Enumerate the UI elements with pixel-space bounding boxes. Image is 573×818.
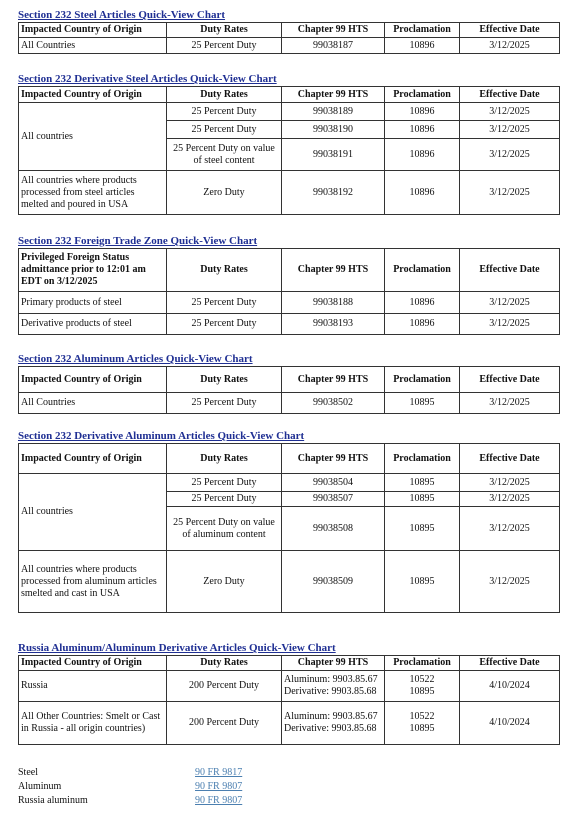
link-label: Russia aluminum [18, 795, 88, 806]
cell-rate: 25 Percent Duty [167, 314, 282, 335]
hts-derivative: Derivative: 9903.85.68 [284, 723, 377, 734]
cell-proclamation: 10896 [385, 171, 460, 215]
cell-rate: 25 Percent Duty [167, 492, 282, 507]
cell-rate: 25 Percent Duty [167, 474, 282, 492]
steel-articles-table [18, 22, 560, 54]
table-row [19, 314, 560, 335]
header-row [19, 444, 560, 474]
cell-country: All countries where products processed from steel articles melted and poured in USA [19, 171, 167, 215]
cell-date: 3/12/2025 [460, 121, 560, 139]
cell-date: 3/12/2025 [460, 314, 560, 335]
header-hts: Chapter 99 HTS [282, 23, 385, 38]
header-effective-date: Effective Date [460, 87, 560, 103]
aluminum-articles-table [18, 366, 560, 414]
cell-rate: 25 Percent Duty [167, 103, 282, 121]
cell-country: All countries [19, 103, 167, 171]
link-row-russia-aluminum [18, 794, 318, 808]
header-rates: Duty Rates [167, 367, 282, 393]
header-proclamation: Proclamation [385, 367, 460, 393]
header-country: Impacted Country of Origin [19, 23, 167, 38]
derivative-steel-table [18, 86, 560, 215]
header-proclamation: Proclamation [385, 656, 460, 671]
cell-proclamation: 10896 [385, 292, 460, 314]
header-row [19, 367, 560, 393]
header-row [19, 656, 560, 671]
cell-hts: 99038192 [282, 171, 385, 215]
cell-rate: Zero Duty [167, 551, 282, 613]
cell-hts: 99038193 [282, 314, 385, 335]
cell-proclamation: 10896 [385, 139, 460, 171]
cell-hts: 99038187 [282, 38, 385, 54]
cell-date: 3/12/2025 [460, 103, 560, 121]
cell-date: 3/12/2025 [460, 492, 560, 507]
cell-proclamation: 10895 [385, 393, 460, 414]
cell-country: All countries [19, 474, 167, 551]
link-label: Steel [18, 767, 38, 778]
cell-date: 3/12/2025 [460, 474, 560, 492]
cell-date: 3/12/2025 [460, 171, 560, 215]
table-row [19, 292, 560, 314]
table-row [19, 702, 560, 745]
header-country: Impacted Country of Origin [19, 367, 167, 393]
section-title: Russia Aluminum/Aluminum Derivative Articles Quick-View Chart [18, 642, 336, 654]
link-row-steel [18, 766, 318, 780]
cell-hts: 99038508 [282, 507, 385, 551]
header-ftz-status: Privileged Foreign Status admittance prior to 12:01 am EDT on 3/12/2025 [19, 249, 167, 292]
cell-hts: 99038507 [282, 492, 385, 507]
derivative-aluminum-table [18, 443, 560, 613]
cell-rate: 25 Percent Duty [167, 121, 282, 139]
header-rates: Duty Rates [167, 444, 282, 474]
table-row [19, 393, 560, 414]
cell-proclamation: 10895 [385, 551, 460, 613]
cell-rate: Zero Duty [167, 171, 282, 215]
fr-link[interactable]: 90 FR 9807 [195, 781, 243, 792]
cell-date: 3/12/2025 [460, 292, 560, 314]
federal-register-links [18, 766, 318, 808]
cell-date: 4/10/2024 [460, 702, 560, 745]
cell-hts [282, 702, 385, 745]
cell-proclamation [385, 671, 460, 702]
cell-hts: 99038504 [282, 474, 385, 492]
cell-hts: 99038502 [282, 393, 385, 414]
link-label: Aluminum [18, 781, 62, 792]
section-title: Section 232 Steel Articles Quick-View Chart [18, 9, 226, 21]
header-proclamation: Proclamation [385, 249, 460, 292]
header-rates: Duty Rates [167, 23, 282, 38]
cell-country: Derivative products of steel [19, 314, 167, 335]
link-row-aluminum [18, 780, 318, 794]
cell-date: 3/12/2025 [460, 393, 560, 414]
section-title: Section 232 Derivative Steel Articles Quick-View Chart [18, 73, 277, 85]
russia-aluminum-table [18, 655, 560, 745]
proclamation-1: 10522 [409, 711, 435, 722]
header-effective-date: Effective Date [460, 249, 560, 292]
cell-hts: 99038189 [282, 103, 385, 121]
proclamation-2: 10895 [409, 686, 435, 697]
cell-rate: 25 Percent Duty [167, 393, 282, 414]
cell-date: 3/12/2025 [460, 139, 560, 171]
header-hts: Chapter 99 HTS [282, 87, 385, 103]
header-hts: Chapter 99 HTS [282, 367, 385, 393]
cell-rate: 25 Percent Duty [167, 292, 282, 314]
cell-rate: 25 Percent Duty [167, 38, 282, 54]
header-country: Impacted Country of Origin [19, 87, 167, 103]
header-hts: Chapter 99 HTS [282, 656, 385, 671]
derivative-aluminum-section [18, 430, 559, 613]
cell-hts [282, 671, 385, 702]
cell-proclamation: 10895 [385, 474, 460, 492]
cell-hts: 99038509 [282, 551, 385, 613]
cell-proclamation: 10896 [385, 38, 460, 54]
cell-proclamation: 10896 [385, 103, 460, 121]
cell-country: All countries where products processed from aluminum articles smelted and cast in USA [19, 551, 167, 613]
derivative-steel-section [18, 73, 559, 215]
foreign-trade-zone-section [18, 235, 559, 335]
cell-rate: 200 Percent Duty [167, 702, 282, 745]
cell-rate: 25 Percent Duty on value of steel content [167, 139, 282, 171]
cell-country: Russia [19, 671, 167, 702]
steel-articles-section [18, 9, 559, 54]
russia-aluminum-section [18, 642, 559, 745]
foreign-trade-zone-table [18, 248, 560, 335]
header-effective-date: Effective Date [460, 367, 560, 393]
table-row [19, 474, 560, 492]
table-row [19, 38, 560, 54]
header-rates: Duty Rates [167, 249, 282, 292]
header-effective-date: Effective Date [460, 23, 560, 38]
header-country: Impacted Country of Origin [19, 656, 167, 671]
cell-date: 3/12/2025 [460, 507, 560, 551]
hts-aluminum: Aluminum: 9903.85.67 [284, 674, 378, 685]
table-row [19, 671, 560, 702]
cell-country: All Other Countries: Smelt or Cast in Russia - all origin countries) [19, 702, 167, 745]
cell-rate: 25 Percent Duty on value of aluminum content [167, 507, 282, 551]
hts-aluminum: Aluminum: 9903.85.67 [284, 711, 378, 722]
cell-country: All Countries [19, 38, 167, 54]
cell-proclamation: 10896 [385, 314, 460, 335]
header-proclamation: Proclamation [385, 23, 460, 38]
cell-rate: 200 Percent Duty [167, 671, 282, 702]
cell-date: 3/12/2025 [460, 38, 560, 54]
cell-date: 4/10/2024 [460, 671, 560, 702]
header-rates: Duty Rates [167, 656, 282, 671]
header-effective-date: Effective Date [460, 656, 560, 671]
header-hts: Chapter 99 HTS [282, 444, 385, 474]
table-row [19, 103, 560, 121]
cell-proclamation: 10895 [385, 492, 460, 507]
section-title: Section 232 Derivative Aluminum Articles Quick-View Chart [18, 430, 305, 442]
cell-date: 3/12/2025 [460, 551, 560, 613]
hts-derivative: Derivative: 9903.85.68 [284, 686, 377, 697]
cell-proclamation [385, 702, 460, 745]
aluminum-articles-section [18, 353, 559, 414]
fr-link[interactable]: 90 FR 9817 [195, 767, 243, 778]
cell-hts: 99038190 [282, 121, 385, 139]
section-title: Section 232 Foreign Trade Zone Quick-View Chart [18, 235, 258, 247]
cell-country: Primary products of steel [19, 292, 167, 314]
header-proclamation: Proclamation [385, 444, 460, 474]
header-rates: Duty Rates [167, 87, 282, 103]
header-proclamation: Proclamation [385, 87, 460, 103]
cell-hts: 99038191 [282, 139, 385, 171]
cell-proclamation: 10896 [385, 121, 460, 139]
section-title: Section 232 Aluminum Articles Quick-View Chart [18, 353, 253, 365]
cell-hts: 99038188 [282, 292, 385, 314]
cell-proclamation: 10895 [385, 507, 460, 551]
fr-link[interactable]: 90 FR 9807 [195, 795, 243, 806]
header-row [19, 249, 560, 292]
header-row [19, 23, 560, 38]
header-effective-date: Effective Date [460, 444, 560, 474]
cell-country: All Countries [19, 393, 167, 414]
header-country: Impacted Country of Origin [19, 444, 167, 474]
proclamation-1: 10522 [409, 674, 435, 685]
table-row [19, 171, 560, 215]
header-hts: Chapter 99 HTS [282, 249, 385, 292]
header-row [19, 87, 560, 103]
proclamation-2: 10895 [409, 723, 435, 734]
table-row [19, 551, 560, 613]
